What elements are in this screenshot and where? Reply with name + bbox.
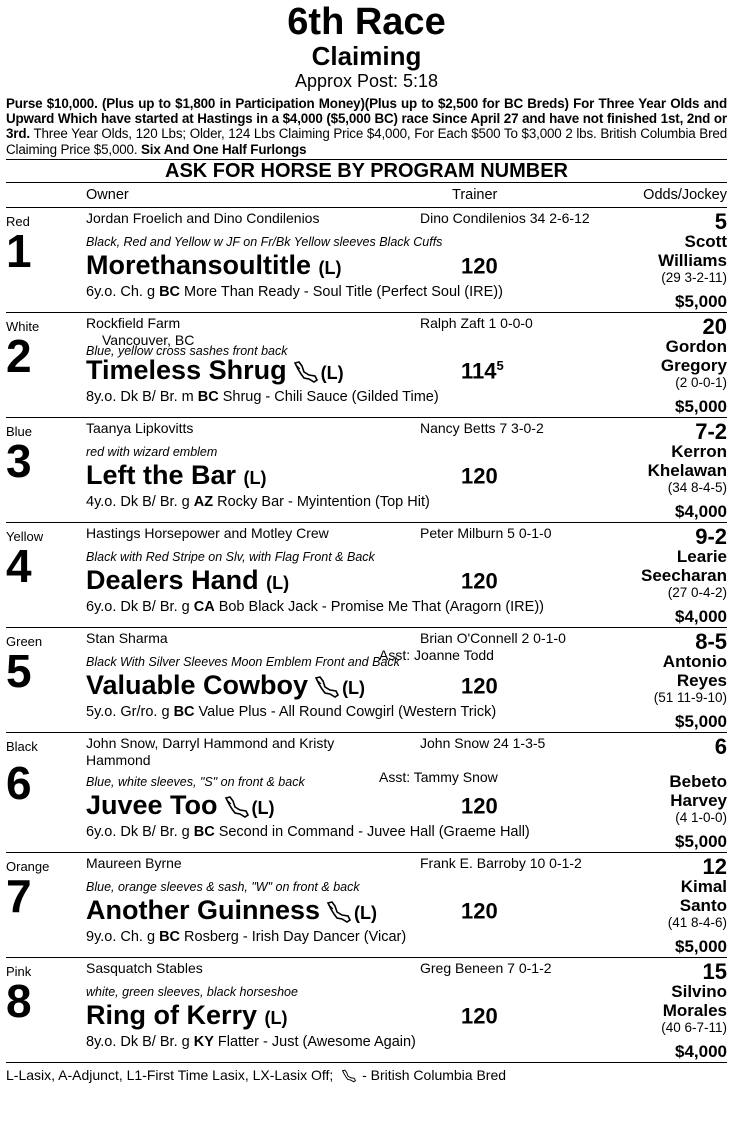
weight [461, 463, 498, 489]
claiming-price: $5,000 [675, 396, 727, 416]
owner-name: Taanya Lipkovitts [86, 419, 194, 436]
jockey-last: Morales [662, 1000, 727, 1020]
assistant-trainer: Asst: Joanne Todd [379, 646, 494, 663]
saddlecloth-color: Black [6, 738, 38, 754]
bc-bred-icon [224, 795, 250, 819]
owner-name: Hastings Horsepower and Motley Crew [86, 524, 329, 541]
morning-line-odds: 15 [702, 958, 727, 984]
trainer: Ralph Zaft 1 0-0-0 [420, 314, 533, 331]
odds-header: Odds/Jockey [643, 186, 727, 203]
jockey-record: (51 11-9-10) [653, 689, 727, 705]
jockey [669, 772, 727, 825]
jockey-last: Williams [658, 250, 727, 270]
horse-name-line [86, 670, 365, 703]
silks-description: Blue, white sleeves, "S" on front & back [86, 774, 305, 789]
saddlecloth-color: Green [6, 633, 43, 649]
owner [86, 210, 386, 227]
morning-line-odds: 9-2 [695, 523, 727, 549]
weight-allowance: 5 [496, 357, 504, 373]
morning-line-odds: 6 [714, 733, 727, 759]
assistant-trainer: Asst: Tammy Snow [379, 768, 498, 785]
breeding [86, 824, 530, 840]
legend [6, 1067, 727, 1083]
medication: (L) [342, 677, 366, 698]
silks-description: Black With Silver Sleeves Moon Emblem Front and Back [86, 654, 400, 669]
trainer: Brian O'Connell 2 0-1-0 [420, 629, 566, 646]
owner-name: Jordan Froelich and Dino Condilenios [86, 209, 320, 226]
jockey [641, 547, 727, 600]
breeding [86, 599, 544, 615]
weight [461, 358, 504, 384]
jockey-last: Gregory [660, 355, 727, 375]
jockey-last: Reyes [676, 670, 727, 690]
entry-row [6, 208, 727, 313]
bc-bred-icon [341, 1069, 357, 1083]
jockey-first: Kimal [680, 876, 727, 896]
owner-name: Rockfield Farm [86, 314, 181, 331]
entry-row [6, 958, 727, 1063]
weight-value: 120 [461, 463, 498, 489]
weight-value: 114 [461, 358, 497, 384]
jockey-record: (2 0-0-1) [675, 374, 727, 390]
conditions-bold: Purse $10,000. (Plus up to $1,800 in Participation Money)(Plus up to $2,500 for BC Breds) For Three Year Olds and Upward Which have started at Hastings in a $4,000 ($5,000 BC) race Since April 27 and have not finished 1st, 2nd or 3rd. [6, 96, 727, 142]
horse-name: Another Guinness [86, 894, 321, 925]
program-number: 5 [6, 644, 32, 697]
weight [461, 253, 498, 279]
horse-name: Juvee Too [86, 789, 218, 820]
entry-row [6, 418, 727, 523]
medication: (L) [266, 572, 290, 593]
jockey-record: (29 3-2-11) [661, 269, 727, 285]
trainer: Dino Condilenios 34 2-6-12 [420, 209, 590, 226]
race-type: Claiming [311, 41, 422, 71]
owner-header: Owner [86, 186, 129, 203]
weight-value: 120 [461, 1003, 498, 1029]
jockey-first: Silvino [671, 981, 727, 1001]
pedigree: Value Plus - All Round Cowgirl (Western Trick) [194, 703, 497, 720]
weight [461, 673, 498, 699]
bred-state: BC [159, 283, 181, 300]
bred-state: AZ [193, 493, 214, 510]
claiming-price: $5,000 [675, 831, 727, 851]
pedigree: Bob Black Jack - Promise Me That (Aragorn (IRE)) [214, 598, 544, 615]
silks-description: Blue, orange sleeves & sash, "W" on front & back [86, 879, 360, 894]
owner-name: Maureen Byrne [86, 854, 182, 871]
age-sex: 9y.o. Ch. g [86, 928, 160, 945]
morning-line-odds: 5 [714, 208, 727, 234]
owner-line2: Vancouver, BC [102, 331, 195, 348]
morning-line-odds: 8-5 [695, 628, 727, 654]
program-number: 3 [6, 434, 32, 487]
jockey-first: Scott [684, 231, 727, 251]
conditions-weights: Three Year Olds, 120 Lbs; Older, 124 Lbs Claiming Price $4,000, For Each $500 To $3,000 2 lbs. British Columbia Bred Claiming Price $5,000. [6, 126, 727, 157]
saddlecloth-color: Pink [6, 963, 32, 979]
bred-state: BC [159, 928, 181, 945]
saddlecloth-color: White [6, 318, 40, 334]
claiming-price: $4,000 [675, 501, 727, 521]
jockey [648, 442, 727, 495]
bred-state: BC [193, 823, 215, 840]
medication: (L) [320, 362, 344, 383]
breeding [86, 389, 439, 405]
post-time: Approx Post: 5:18 [294, 71, 439, 91]
claiming-price: $5,000 [675, 291, 727, 311]
silks-description: Black, Red and Yellow w JF on Fr/Bk Yellow sleeves Black Cuffs [86, 234, 443, 249]
horse-name-line [86, 790, 275, 823]
weight [461, 1003, 498, 1029]
claiming-price: $5,000 [675, 711, 727, 731]
horse-name: Dealers Hand [86, 564, 259, 595]
breeding [86, 929, 406, 945]
morning-line-odds: 20 [702, 313, 727, 339]
jockey-first: Gordon [665, 336, 727, 356]
entry-row [6, 313, 727, 418]
jockey [661, 337, 727, 390]
pedigree: Second in Command - Juvee Hall (Graeme Hall) [214, 823, 530, 840]
jockey-first: Bebeto [669, 771, 727, 791]
jockey [668, 877, 727, 930]
saddlecloth-color: Yellow [6, 528, 44, 544]
trainer: Greg Beneen 7 0-1-2 [420, 959, 552, 976]
claiming-price: $4,000 [675, 606, 727, 626]
weight-value: 120 [461, 793, 498, 819]
bc-bred-icon [314, 675, 340, 699]
pedigree: More Than Ready - Soul Title (Perfect Soul (IRE)) [180, 283, 503, 300]
medication: (L) [243, 467, 267, 488]
saddlecloth-color: Red [6, 213, 30, 229]
jockey-record: (4 1-0-0) [675, 809, 727, 825]
weight-value: 120 [461, 673, 498, 699]
jockey-first: Learie [676, 546, 727, 566]
jockey-last: Santo [679, 895, 727, 915]
owner-line2: Hammond [86, 751, 151, 768]
silks-description: Black with Red Stripe on Slv, with Flag Front & Back [86, 549, 375, 564]
jockey-record: (40 6-7-11) [661, 1019, 727, 1035]
horse-name: Morethansoultitle [86, 249, 312, 280]
horse-name: Valuable Cowboy [86, 669, 309, 700]
weight-value: 120 [461, 568, 498, 594]
morning-line-odds: 12 [702, 853, 727, 879]
breeding [86, 284, 503, 300]
entry-row [6, 853, 727, 958]
jockey-first: Antonio [662, 651, 727, 671]
claiming-price: $5,000 [675, 936, 727, 956]
legend-text: L-Lasix, A-Adjunct, L1-First Time Lasix, LX-Lasix Off; [6, 1066, 334, 1083]
pedigree: Rosberg - Irish Day Dancer (Vicar) [180, 928, 407, 945]
medication: (L) [318, 257, 342, 278]
race-title: 6th Race [287, 1, 446, 43]
owner-name: Stan Sharma [86, 629, 168, 646]
jockey-record: (34 8-4-5) [667, 479, 727, 495]
owner [86, 735, 386, 769]
jockey [658, 232, 727, 285]
jockey [654, 652, 727, 705]
pedigree: Rocky Bar - Myintention (Top Hit) [213, 493, 430, 510]
jockey-last: Seecharan [641, 565, 727, 585]
age-sex: 6y.o. Ch. g [86, 283, 160, 300]
program-number: 2 [6, 329, 32, 382]
legend-bc-text: - British Columbia Bred [358, 1066, 507, 1083]
horse-name-line [86, 565, 289, 598]
trainer: Frank E. Barroby 10 0-1-2 [420, 854, 582, 871]
weight [461, 898, 498, 924]
entry-row [6, 628, 727, 733]
pedigree: Shrug - Chili Sauce (Gilded Time) [218, 388, 439, 405]
trainer: Peter Milburn 5 0-1-0 [420, 524, 552, 541]
weight-value: 120 [461, 898, 498, 924]
weight [461, 793, 498, 819]
program-number: 1 [6, 224, 32, 277]
race-header [0, 0, 733, 92]
morning-line-odds: 7-2 [695, 418, 727, 444]
program-number: 6 [6, 757, 32, 810]
column-headers [6, 183, 727, 208]
saddlecloth-color: Orange [6, 858, 50, 874]
bc-bred-icon [326, 900, 352, 924]
trainer: Nancy Betts 7 3-0-2 [420, 419, 544, 436]
horse-name-line [86, 460, 267, 493]
weight-value: 120 [461, 253, 498, 279]
bred-state: BC [197, 388, 219, 405]
trainer: John Snow 24 1-3-5 [420, 734, 546, 751]
owner-name: Sasquatch Stables [86, 959, 203, 976]
jockey-record: (41 8-4-6) [667, 914, 727, 930]
horse-name-line [86, 1000, 288, 1033]
horse-name-line [86, 355, 344, 388]
horse-name: Ring of Kerry [86, 999, 258, 1030]
medication: (L) [251, 797, 275, 818]
ask-banner: ASK FOR HORSE BY PROGRAM NUMBER [6, 159, 727, 183]
age-sex: 4y.o. Dk B/ Br. g [86, 493, 194, 510]
trainer-header: Trainer [452, 186, 498, 203]
pedigree: Flatter - Just (Awesome Again) [213, 1033, 416, 1050]
age-sex: 8y.o. Dk B/ Br. m [86, 388, 198, 405]
silks-description: white, green sleeves, black horseshoe [86, 984, 298, 999]
breeding [86, 704, 496, 720]
bred-state: KY [193, 1033, 214, 1050]
jockey-record: (27 0-4-2) [667, 584, 727, 600]
owner [86, 420, 386, 437]
owner [86, 960, 386, 977]
age-sex: 6y.o. Dk B/ Br. g [86, 598, 194, 615]
entries-list [0, 208, 733, 1063]
jockey-first: Kerron [671, 441, 727, 461]
jockey-last: Harvey [670, 790, 727, 810]
entry-row [6, 733, 727, 853]
program-number: 8 [6, 974, 32, 1027]
jockey-last: Khelawan [647, 460, 727, 480]
horse-name-line [86, 250, 342, 283]
silks-description: Blue, yellow cross sashes front back [86, 343, 288, 358]
bred-state: CA [193, 598, 215, 615]
weight [461, 568, 498, 594]
entry-row [6, 523, 727, 628]
medication: (L) [354, 902, 378, 923]
owner [86, 525, 386, 542]
medication: (L) [264, 1007, 288, 1028]
owner [86, 630, 386, 647]
bc-bred-icon [293, 360, 319, 384]
jockey [661, 982, 727, 1035]
saddlecloth-color: Blue [6, 423, 33, 439]
owner [86, 855, 386, 872]
claiming-price: $4,000 [675, 1041, 727, 1061]
owner-name: John Snow, Darryl Hammond and Kristy [86, 734, 335, 751]
age-sex: 8y.o. Dk B/ Br. g [86, 1033, 194, 1050]
race-conditions [6, 96, 727, 157]
race-distance: Six And One Half Furlongs [141, 141, 307, 157]
age-sex: 6y.o. Dk B/ Br. g [86, 823, 194, 840]
bred-state: BC [173, 703, 195, 720]
age-sex: 5y.o. Gr/ro. g [86, 703, 174, 720]
horse-name: Left the Bar [86, 459, 237, 490]
program-number: 7 [6, 869, 32, 922]
horse-name-line [86, 895, 377, 928]
program-number: 4 [6, 539, 32, 592]
breeding [86, 1034, 416, 1050]
horse-name: Timeless Shrug [86, 354, 287, 385]
breeding [86, 494, 430, 510]
silks-description: red with wizard emblem [86, 444, 218, 459]
